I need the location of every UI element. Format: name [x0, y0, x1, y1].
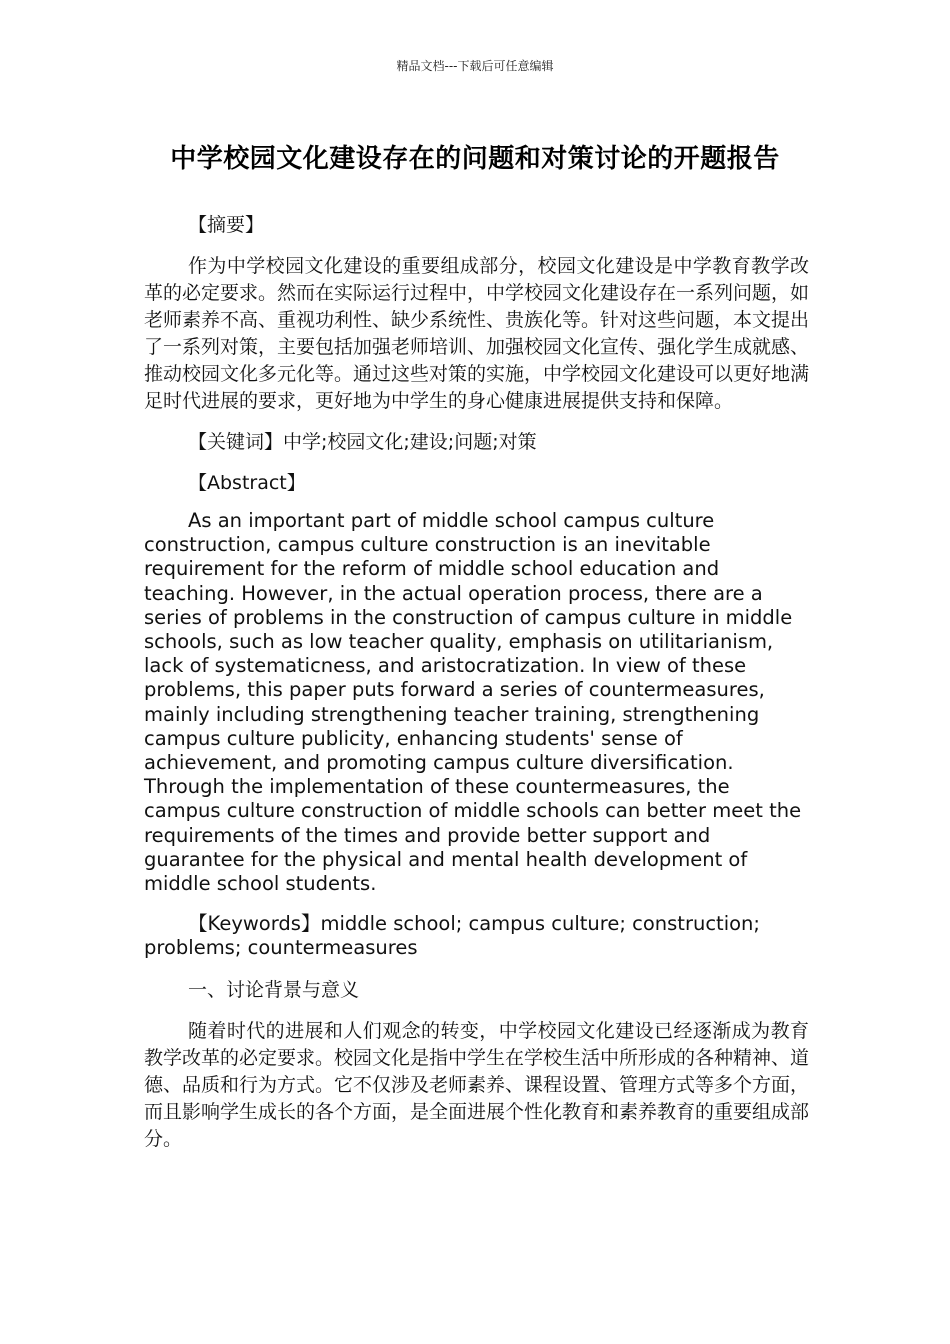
abstract-cn-body: 作为中学校园文化建设的重要组成部分，校园文化建设是中学教育教学改革的必定要求。然而在实际运行过程中，中学校园文化建设存在一系列问题，如老师素养不高、重视功利性、缺少系统性、贵族化等。针对这些问题，本文提出了一系列对策，主要包括加强老师培训、加强校园文化宣传、强化学生成就感、推动校园文化多元化等。通过这些对策的实施，中学校园文化建设可以更好地满足时代进展的要求，更好地为中学生的身心健康进展提供支持和保障。 — [144, 255, 810, 412]
section-1-heading: 一、讨论背景与意义 — [188, 978, 360, 1001]
keywords-en: 【Keywords】middle school; campus culture; construction; problems; countermeasures — [144, 912, 760, 960]
abstract-en-heading: 【Abstract】 — [188, 472, 306, 494]
abstract-en-body: As an important part of middle school campus culture construction, campus culture construction is an inevitable requirement for the reform of middle school education and teaching. However, in the actual operation process, there are a series of problems in the construction of campus culture in middle schools, such as low teacher quality, emphasis on utilitarianism, lack of systematicness, and aristocratization. In view of these problems, this paper puts forward a series of countermeasures, mainly including strengthening teacher training, strengthening campus culture publicity, enhancing students' sense of achievement, and promoting campus culture diversification. Through the implementation of these countermeasures, the campus culture construction of middle schools can better meet the requirements of the times and provide better support and guarantee for the physical and mental health development of middle school students. — [144, 509, 802, 896]
abstract-cn-heading: 【摘要】 — [188, 214, 265, 236]
page-header: 精品文档---下载后可任意编辑 — [396, 59, 554, 73]
section-1-body: 随着时代的进展和人们观念的转变，中学校园文化建设已经逐渐成为教育教学改革的必定要求。校园文化是指中学生在学校生活中所形成的各种精神、道德、品质和行为方式。它不仅涉及老师素养、课程设置、管理方式等多个方面，而且影响学生成长的各个方面，是全面进展个性化教育和素养教育的重要组成部分。 — [144, 1019, 810, 1150]
document-body — [144, 212, 809, 1167]
keywords-cn: 【关键词】中学;校园文化;建设;问题;对策 — [188, 431, 537, 453]
document-title: 中学校园文化建设存在的问题和对策讨论的开题报告 — [170, 144, 780, 174]
